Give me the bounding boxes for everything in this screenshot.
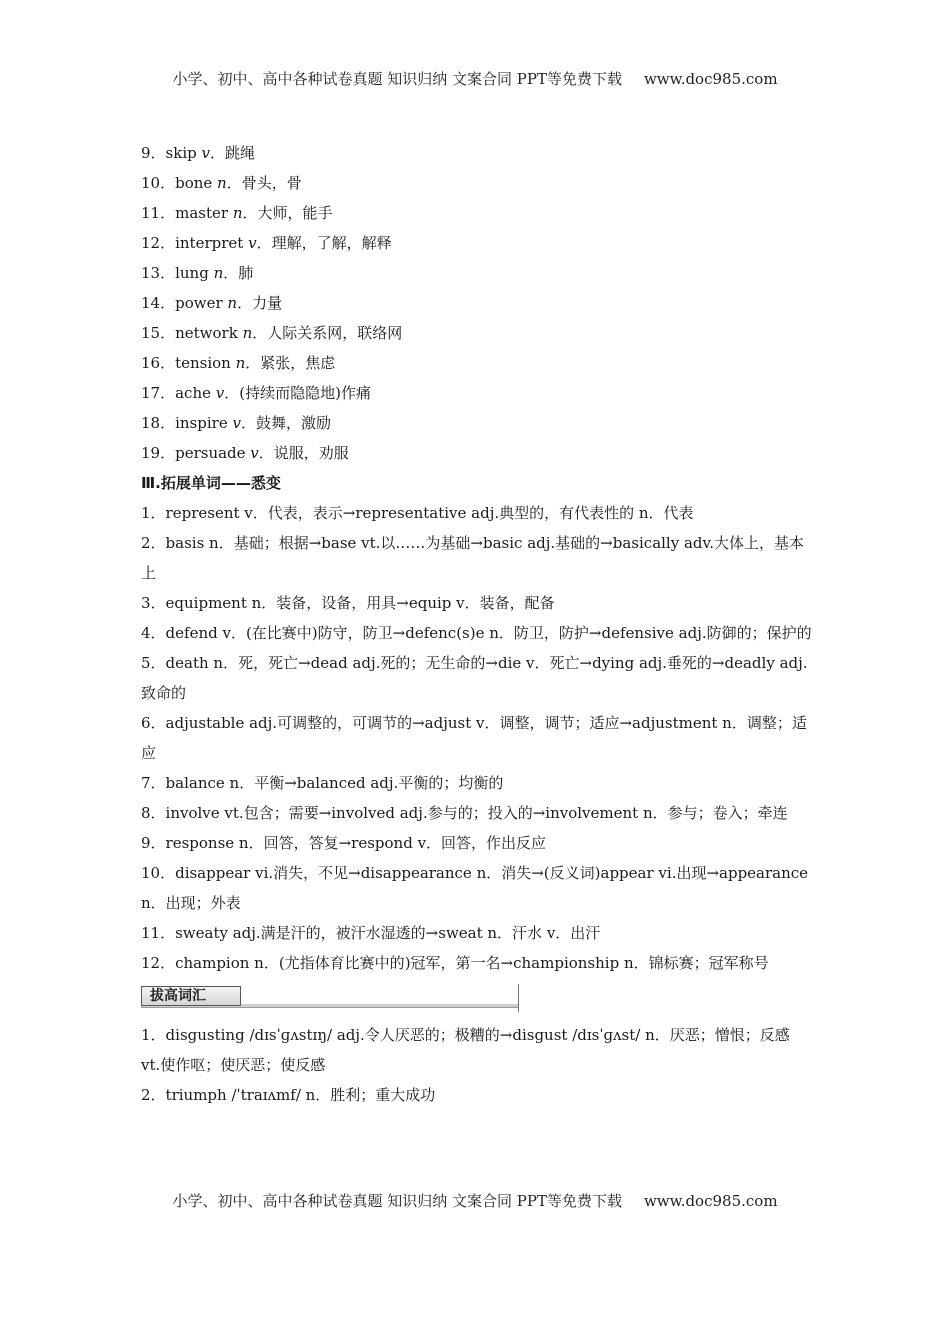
- list-item: 2．basis n．基础；根据→base vt.以……为基础→basic adj.基础的→basically adv.大体上，基本上: [141, 534, 804, 582]
- list-item: 4．defend v．(在比赛中)防守，防卫→defenc(s)e n．防卫，防护→defensive adj.防御的；保护的: [141, 624, 812, 642]
- banner-title: 拔高词汇: [141, 986, 241, 1006]
- list-item: 3．equipment n．装备，设备，用具→equip v．装备，配备: [141, 594, 555, 612]
- list-item: 19．persuade v．说服，劝服: [141, 444, 349, 462]
- page-footer: [0, 1190, 950, 1211]
- list-item: 2．triumph /ˈtraɪʌmf/ n．胜利；重大成功: [141, 1086, 436, 1104]
- list-item: 11．master n．大师，能手: [141, 204, 333, 222]
- list-item: 9．skip v．跳绳: [141, 144, 256, 162]
- footer-text: 小学、初中、高中各种试卷真题 知识归纳 文案合同 PPT等免费下载: [172, 1192, 622, 1210]
- section-banner: [141, 984, 813, 1012]
- page-header: [0, 68, 950, 89]
- word-list-part4: [141, 1020, 813, 1110]
- list-item: 7．balance n．平衡→balanced adj.平衡的；均衡的: [141, 774, 504, 792]
- list-item: 12．champion n．(尤指体育比赛中的)冠军，第一名→championship n．锦标赛；冠军称号: [141, 954, 769, 972]
- list-item: 18．inspire v．鼓舞，激励: [141, 414, 331, 432]
- section-title: Ⅲ.拓展单词——悉变: [141, 474, 281, 492]
- vocabulary-content: [141, 138, 813, 1110]
- list-item: 1．represent v．代表，表示→representative adj.典型的，有代表性的 n．代表: [141, 504, 694, 522]
- header-url: www.doc985.com: [643, 70, 778, 88]
- list-item: 11．sweaty adj.满是汗的，被汗水湿透的→sweat n．汗水 v．出汗: [141, 924, 601, 942]
- list-item: 9．response n．回答，答复→respond v．回答，作出反应: [141, 834, 547, 852]
- list-item: 10．disappear vi.消失，不见→disappearance n．消失→(反义词)appear vi.出现→appearance n．出现；外表: [141, 864, 809, 912]
- list-item: 5．death n．死，死亡→dead adj.死的；无生命的→die v．死亡→dying adj.垂死的→deadly adj.致命的: [141, 654, 808, 702]
- list-item: 10．bone n．骨头，骨: [141, 174, 302, 192]
- list-item: 17．ache v．(持续而隐隐地)作痛: [141, 384, 371, 402]
- footer-url: www.doc985.com: [643, 1192, 778, 1210]
- list-item: 8．involve vt.包含；需要→involved adj.参与的；投入的→involvement n．参与；卷入；牵连: [141, 804, 788, 822]
- list-item: 13．lung n．肺: [141, 264, 254, 282]
- word-list-part2: [141, 138, 813, 468]
- word-list-part3: [141, 498, 813, 978]
- list-item: 16．tension n．紧张，焦虑: [141, 354, 336, 372]
- header-text: 小学、初中、高中各种试卷真题 知识归纳 文案合同 PPT等免费下载: [172, 70, 622, 88]
- list-item: 1．disgusting /dɪsˈɡʌstɪŋ/ adj.令人厌恶的；极糟的→disgust /dɪsˈɡʌst/ n．厌恶；憎恨；反感 vt.使作呕；使厌恶；使反感: [141, 1026, 790, 1074]
- list-item: 15．network n．人际关系网，联络网: [141, 324, 403, 342]
- banner-divider: [518, 984, 519, 1012]
- list-item: 6．adjustable adj.可调整的，可调节的→adjust v．调整，调节；适应→adjustment n．调整；适应: [141, 714, 807, 762]
- list-item: 12．interpret v．理解，了解，解释: [141, 234, 392, 252]
- list-item: 14．power n．力量: [141, 294, 283, 312]
